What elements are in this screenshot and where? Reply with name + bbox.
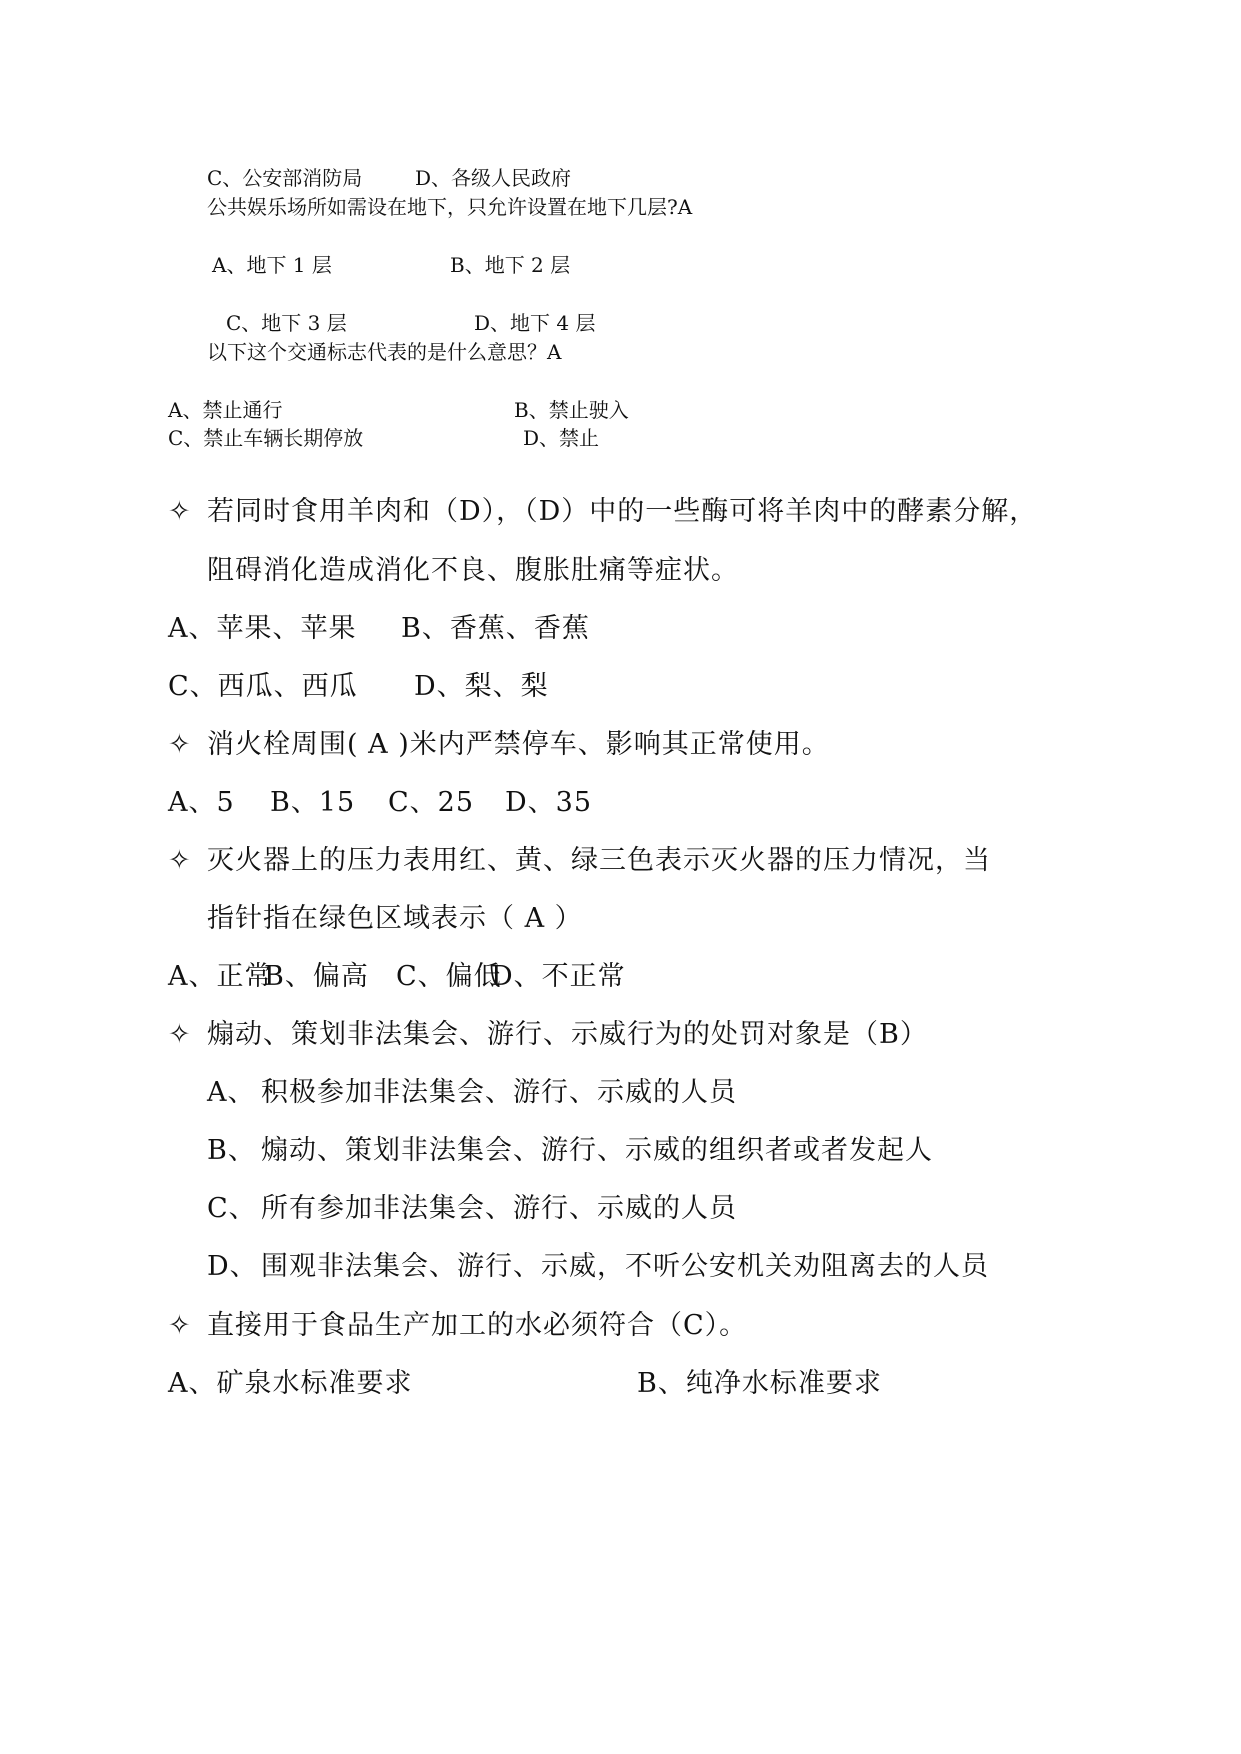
- q1-option-d: D、地下 4 层: [474, 311, 596, 335]
- q6-option-b-label: B、: [207, 1135, 256, 1166]
- q6-option-c: 所有参加非法集会、游行、示威的人员: [261, 1193, 737, 1224]
- q2-option-d: D、禁止: [523, 426, 600, 450]
- q6-option-d-label: D、: [207, 1251, 258, 1282]
- q1-option-c: C、地下 3 层: [226, 311, 347, 335]
- q6-option-c-label: C、: [207, 1193, 257, 1224]
- q5-option-d: D、不正常: [491, 961, 626, 992]
- q5-bullet-icon: ✧: [168, 845, 192, 876]
- q5-option-a: A、正常: [168, 961, 273, 992]
- q6-option-a-label: A、: [207, 1077, 256, 1108]
- q1-option-a: A、地下 1 层: [212, 253, 332, 277]
- q7-bullet-icon: ✧: [168, 1310, 192, 1341]
- q3-question-line2: 阻碍消化造成消化不良、腹胀肚痛等症状。: [207, 555, 739, 586]
- q6-option-d: 围观非法集会、游行、示威，不听公安机关劝阻离去的人员: [261, 1251, 989, 1282]
- q4-option-b: B、15: [270, 787, 356, 818]
- q5-question-line2: 指针指在绿色区域表示（ A ）: [207, 903, 583, 934]
- q4-option-a: A、5: [168, 787, 235, 818]
- q1-option-b: B、地下 2 层: [450, 253, 571, 277]
- q6-option-b: 煽动、策划非法集会、游行、示威的组织者或者发起人: [261, 1135, 933, 1166]
- q3-bullet-icon: ✧: [168, 496, 192, 527]
- q3-option-d: D、梨、梨: [414, 671, 549, 702]
- q2-option-c: C、禁止车辆长期停放: [168, 426, 364, 450]
- q6-option-a: 积极参加非法集会、游行、示威的人员: [261, 1077, 737, 1108]
- q6-bullet-icon: ✧: [168, 1019, 192, 1050]
- q7-question: 直接用于食品生产加工的水必须符合（C）。: [207, 1310, 748, 1341]
- q1-question: 公共娱乐场所如需设在地下，只允许设置在地下几层?A: [207, 195, 693, 219]
- q3-question-line1: 若同时食用羊肉和（D），（D）中的一些酶可将羊肉中的酵素分解，: [207, 496, 1038, 527]
- q3-option-a: A、苹果、苹果: [168, 613, 357, 644]
- q5-option-c: C、偏低: [396, 961, 502, 992]
- q4-option-c: C、25: [388, 787, 475, 818]
- q4-question: 消火栓周围( A )米内严禁停车、影响其正常使用。: [207, 729, 830, 760]
- q7-option-a: A、矿泉水标准要求: [168, 1368, 413, 1399]
- q5-question-line1: 灭火器上的压力表用红、黄、绿三色表示灭火器的压力情况，当: [207, 845, 991, 876]
- q2-question: 以下这个交通标志代表的是什么意思？A: [207, 340, 562, 364]
- q3-option-c: C、西瓜、西瓜: [168, 671, 358, 702]
- q0-option-d: D、各级人民政府: [415, 166, 572, 190]
- q6-question: 煽动、策划非法集会、游行、示威行为的处罚对象是（B）: [207, 1019, 928, 1050]
- q0-option-c: C、公安部消防局: [207, 166, 363, 190]
- q4-bullet-icon: ✧: [168, 729, 192, 760]
- q2-option-b: B、禁止驶入: [514, 398, 629, 422]
- q5-option-b: B、偏高: [264, 961, 369, 992]
- q7-option-b: B、纯净水标准要求: [637, 1368, 882, 1399]
- q3-option-b: B、香蕉、香蕉: [401, 613, 590, 644]
- q2-option-a: A、禁止通行: [168, 398, 283, 422]
- q4-option-d: D、35: [505, 787, 593, 818]
